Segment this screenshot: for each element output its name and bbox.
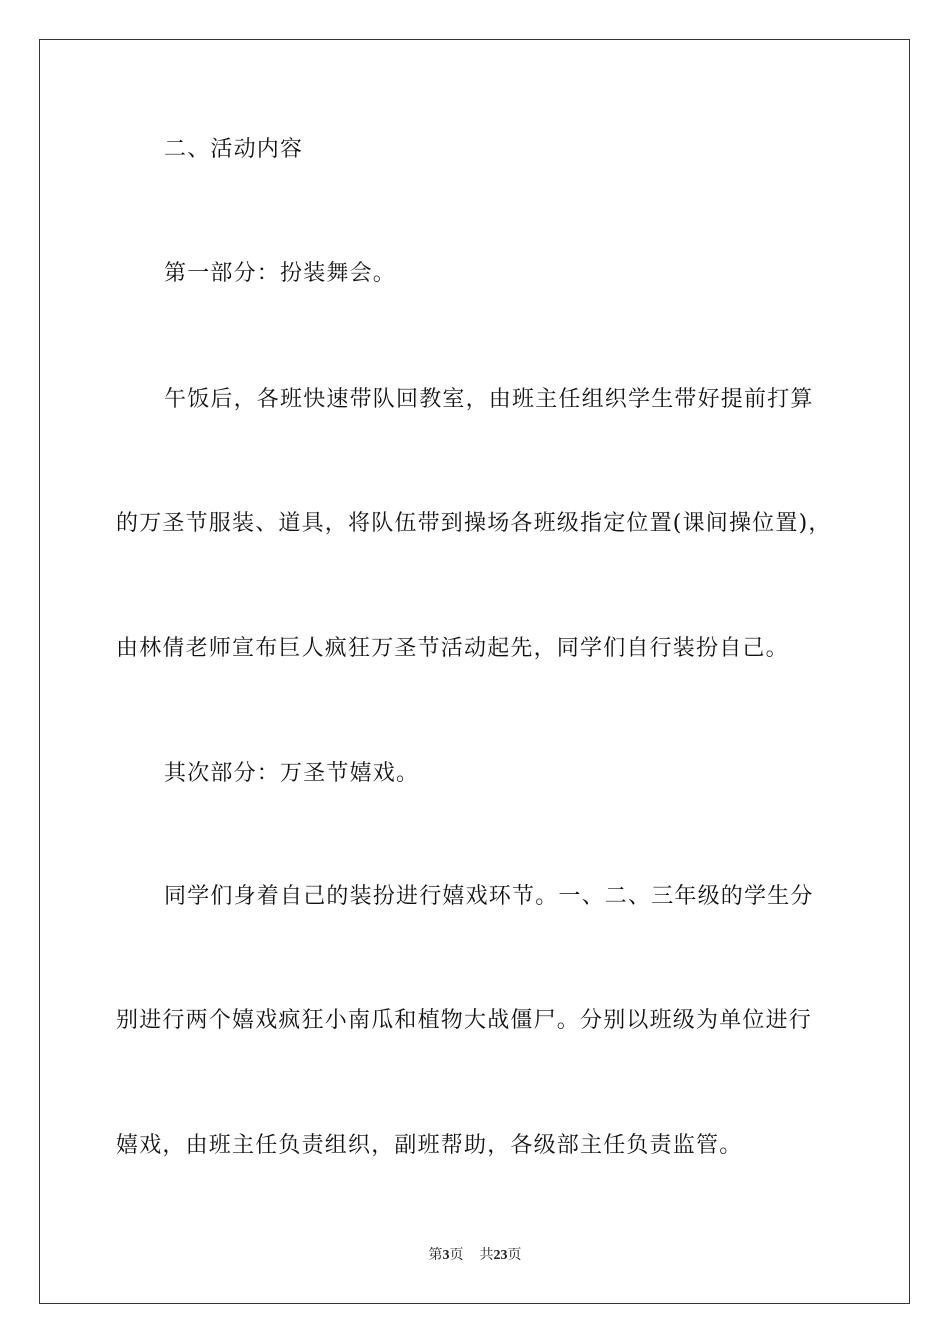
page-number: 3 (442, 1248, 450, 1263)
total-suffix: 页 (507, 1248, 522, 1263)
paragraph-line: 午饭后，各班快速带队回教室，由班主任组织学生带好提前打算 (164, 387, 814, 412)
part-two-heading: 其次部分：万圣节嬉戏。 (164, 761, 420, 786)
total-prefix: 共 (479, 1248, 494, 1263)
page-prefix: 第 (428, 1248, 443, 1263)
paragraph-line: 的万圣节服装、道具，将队伍带到操场各班级指定位置(课间操位置)， (116, 511, 832, 536)
paragraph-line: 同学们身着自己的装扮进行嬉戏环节。一、二、三年级的学生分 (164, 884, 814, 909)
paragraph-line: 别进行两个嬉戏疯狂小南瓜和植物大战僵尸。分别以班级为单位进行 (116, 1008, 813, 1033)
page-border (39, 39, 910, 1304)
section-heading: 二、活动内容 (164, 137, 304, 162)
total-pages: 23 (493, 1248, 508, 1263)
page-footer (0, 1246, 950, 1266)
part-one-heading: 第一部分：扮装舞会。 (164, 261, 397, 286)
paragraph-line: 嬉戏，由班主任负责组织，副班帮助，各级部主任负责监管。 (116, 1133, 743, 1158)
page-suffix: 页 (449, 1248, 464, 1263)
paragraph-line: 由林倩老师宣布巨人疯狂万圣节活动起先，同学们自行装扮自己。 (116, 636, 789, 661)
